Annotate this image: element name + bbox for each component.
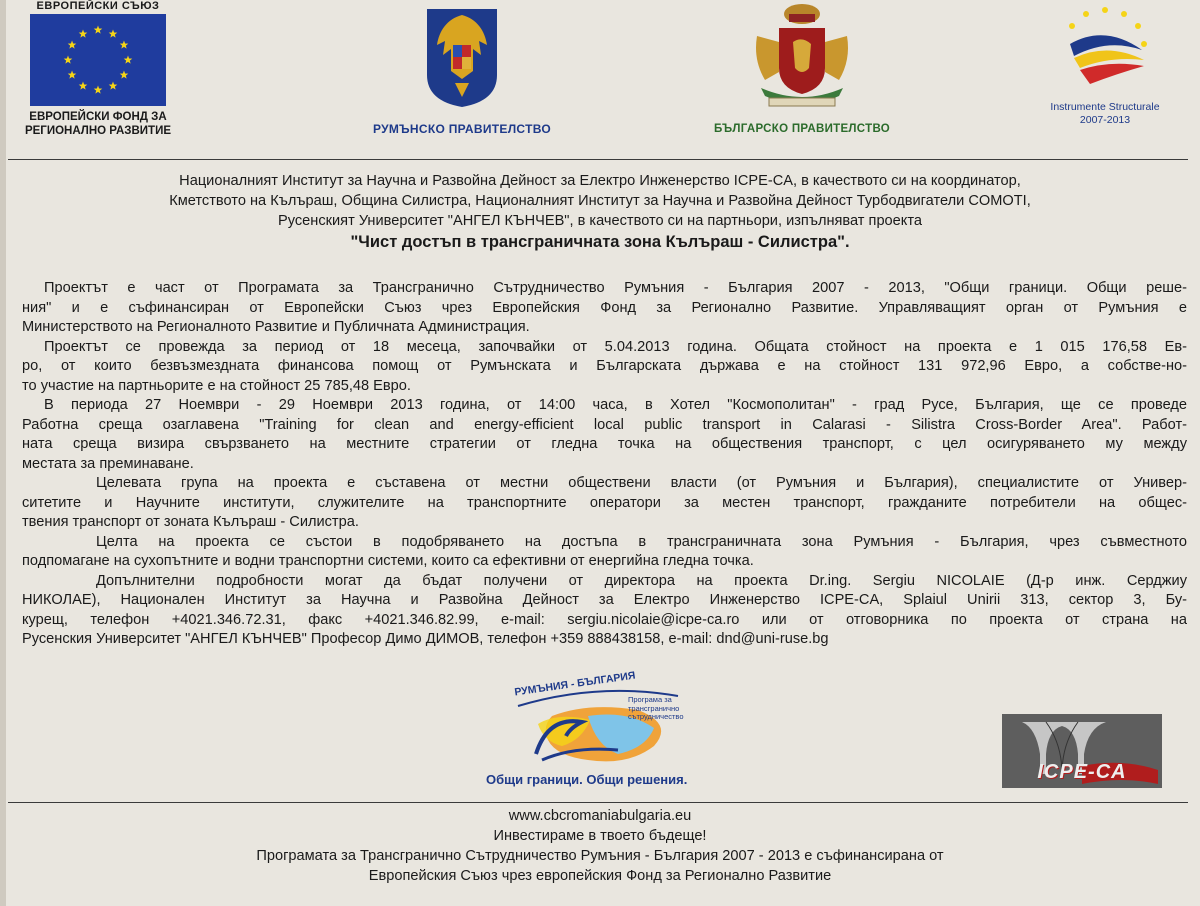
structural-instruments-logo-block bbox=[1030, 2, 1180, 127]
eu-star-icon bbox=[68, 41, 77, 49]
bulgaria-caption: БЪЛГАРСКО ПРАВИТЕЛСТВО bbox=[713, 123, 891, 135]
paragraph-line: Русенския Университет "АНГЕЛ КЪНЧЕВ" Професор Димо ДИМОВ, телефон +359 888438158, e-mail: dnd@uni-ruse.bg bbox=[22, 631, 829, 647]
paragraph-line: Целевата група на проекта е съставена от местни обществени власти (от Румъния и България), специалистите от Универ- bbox=[96, 475, 1187, 491]
footer-url: www.cbcromaniabulgaria.eu bbox=[508, 808, 692, 824]
intro-line-1: Националният Институт за Научна и Развойна Дейност за Електро Инженерство ICPE-CA, в качеството си на координатор, bbox=[179, 173, 1021, 189]
eu-star-icon bbox=[120, 71, 129, 79]
cbc-program-text: Програма за трансгранично сътрудничество bbox=[628, 695, 684, 721]
paragraph-line: то участие на партньорите е на стойност 25 785,48 Евро. bbox=[22, 377, 411, 394]
structural-instruments-icon bbox=[1050, 2, 1160, 94]
eu-star-icon bbox=[109, 30, 118, 38]
paragraph-line: курещ, телефон +4021.346.72.31, факс +4021.346.82.99, e-mail: sergiu.nicolaie@icpe-ca.ro или от отговорника по проекта от страна на bbox=[22, 611, 1187, 628]
paragraph-line: Проектът е част от Програмата за Трансгранично Сътрудничество Румъния - България 2007 - 2013, "Общи граници. Общи реше- bbox=[44, 280, 1187, 296]
eu-caption-line-2: РЕГИОНАЛНО РАЗВИТИЕ bbox=[24, 125, 172, 137]
cbc-arc-text: РУМЪНИЯ - БЪЛГАРИЯ bbox=[513, 669, 637, 699]
eu-star-icon bbox=[120, 41, 129, 49]
project-title: "Чист достъп в трансграничната зона Кълъраш - Силистра". bbox=[350, 233, 850, 251]
structural-instruments-caption-line-1: Instrumente Structurale bbox=[1050, 101, 1160, 113]
intro-block bbox=[30, 171, 1170, 252]
eu-caption-line-1: ЕВРОПЕЙСКИ ФОНД ЗА bbox=[29, 111, 167, 123]
icpe-ca-logo-text: ICPE-CA bbox=[1037, 761, 1127, 783]
romania-caption: РУМЪНСКО ПРАВИТЕЛСТВО bbox=[372, 122, 552, 136]
eu-title: ЕВРОПЕЙСКИ СЪЮЗ bbox=[36, 0, 160, 12]
eu-flag-icon bbox=[30, 14, 166, 106]
intro-line-2: Кметството на Кълъраш, Община Силистра, Националният Институт за Научна и Развойна Дейност Турбодвигатели COMOTI, bbox=[169, 193, 1031, 209]
eu-star-icon bbox=[94, 86, 103, 94]
eu-star-icon bbox=[79, 30, 88, 38]
paragraph-line: ро, от които безвъзмездната финансова помощ от Румънската и Българската държава е на стойност 131 972,96 Евро, а собстве-но- bbox=[22, 358, 1187, 374]
footer-motto: Инвестираме в твоето бъдеще! bbox=[493, 828, 707, 844]
paragraph-5 bbox=[22, 533, 1187, 572]
structural-instruments-caption-line-2: 2007-2013 bbox=[1079, 114, 1131, 126]
bulgaria-logo-block bbox=[712, 2, 892, 135]
bulgaria-coat-of-arms-icon bbox=[739, 2, 865, 112]
paragraph-line: Проектът се провежда за период от 18 месеца, започвайки от 5.04.2013 година. Общата стойност на проекта е 1 015 176,58 Ев- bbox=[44, 338, 1187, 355]
paragraph-4 bbox=[22, 474, 1187, 533]
footer-divider bbox=[8, 802, 1188, 803]
eu-logo-block bbox=[14, 0, 182, 138]
eu-star-icon bbox=[79, 81, 88, 89]
intro-line-3: Русенският Университет "АНГЕЛ КЪНЧЕВ", в качеството си на партньори, изпълняват проекта bbox=[278, 213, 922, 229]
paragraph-3 bbox=[22, 396, 1187, 474]
paragraph-line: Работна среща озаглавена "Training for clean and energy-efficient local public transport in Calarasi - Silistra Cross-Border Area". Работ- bbox=[22, 416, 1187, 433]
eu-star-icon bbox=[94, 26, 103, 34]
cbc-slogan: Общи граници. Общи решения. bbox=[486, 772, 688, 787]
paragraph-line: Министерството на Регионалното Развитие и Публичната Администрация. bbox=[22, 319, 530, 335]
footer-line-1: Програмата за Трансгранично Сътрудничество Румъния - България 2007 - 2013 е съфинансирана от bbox=[256, 848, 944, 864]
paragraph-line: Допълнителни подробности могат да бъдат получени от директора на проекта Dr.ing. Sergiu NICOLAIE (Д-р инж. Серджиу bbox=[96, 572, 1187, 589]
eu-star-icon bbox=[68, 71, 77, 79]
paragraph-line: НИКОЛАЕ), Национален Институт за Научна и Развойна Дейност за Електро Инженерство ICPE-CA, Splaiul Unirii 313, сектор 3, Бу- bbox=[22, 592, 1187, 608]
body-text bbox=[22, 279, 1187, 650]
paragraph-line: местата за преминаване. bbox=[22, 455, 194, 472]
paragraph-line: ситетите и Научните институти, служителите на транспортните оператори за местен транспорт, гражданите потребители на общес- bbox=[22, 494, 1187, 511]
eu-caption bbox=[14, 110, 182, 138]
paragraph-line: Целта на проекта се състои в подобряването на достъпа в трансграничната зона Румъния - България, чрез съвместното bbox=[96, 533, 1187, 550]
paragraph-line: ния" и е съфинансиран от Европейски Съюз чрез Европейския Фонд за Регионално Развитие. Управляващият орган от Румъния е bbox=[22, 299, 1187, 316]
paragraph-line: В периода 27 Ноември - 29 Ноември 2013 година, от 14:00 часа, в Хотел "Космополитан" - град Русе, България, ще се проведе bbox=[44, 397, 1187, 413]
cbc-program-logo bbox=[478, 669, 728, 792]
icpe-ca-logo bbox=[1002, 714, 1162, 788]
romania-coat-of-arms-icon bbox=[425, 5, 499, 109]
paragraph-6 bbox=[22, 572, 1187, 650]
paragraph-line: твения транспорт от зоната Кълъраш - Силистра. bbox=[22, 514, 359, 530]
eu-star-icon bbox=[124, 56, 133, 64]
eu-stars-icon bbox=[30, 14, 166, 106]
paragraph-2 bbox=[22, 338, 1187, 397]
footer-line-2: Европейския Съюз чрез европейския Фонд за Регионално Развитие bbox=[368, 868, 832, 884]
structural-instruments-caption bbox=[1030, 101, 1180, 127]
footer bbox=[0, 806, 1200, 886]
eu-star-icon bbox=[64, 56, 73, 64]
eu-star-icon bbox=[109, 81, 118, 89]
paragraph-line: ната среща визира свързването на местните стратегии от гледна точка на обществения транспорт, с цел осигуряването му между bbox=[22, 436, 1187, 452]
romania-logo-block bbox=[362, 5, 562, 136]
page-edge bbox=[0, 0, 6, 906]
header-divider bbox=[8, 159, 1188, 160]
paragraph-1 bbox=[22, 279, 1187, 338]
paragraph-line: подпомагане на сухопътните и водни транспортни системи, които са ефективни от енергийна гледна точка. bbox=[22, 553, 754, 569]
